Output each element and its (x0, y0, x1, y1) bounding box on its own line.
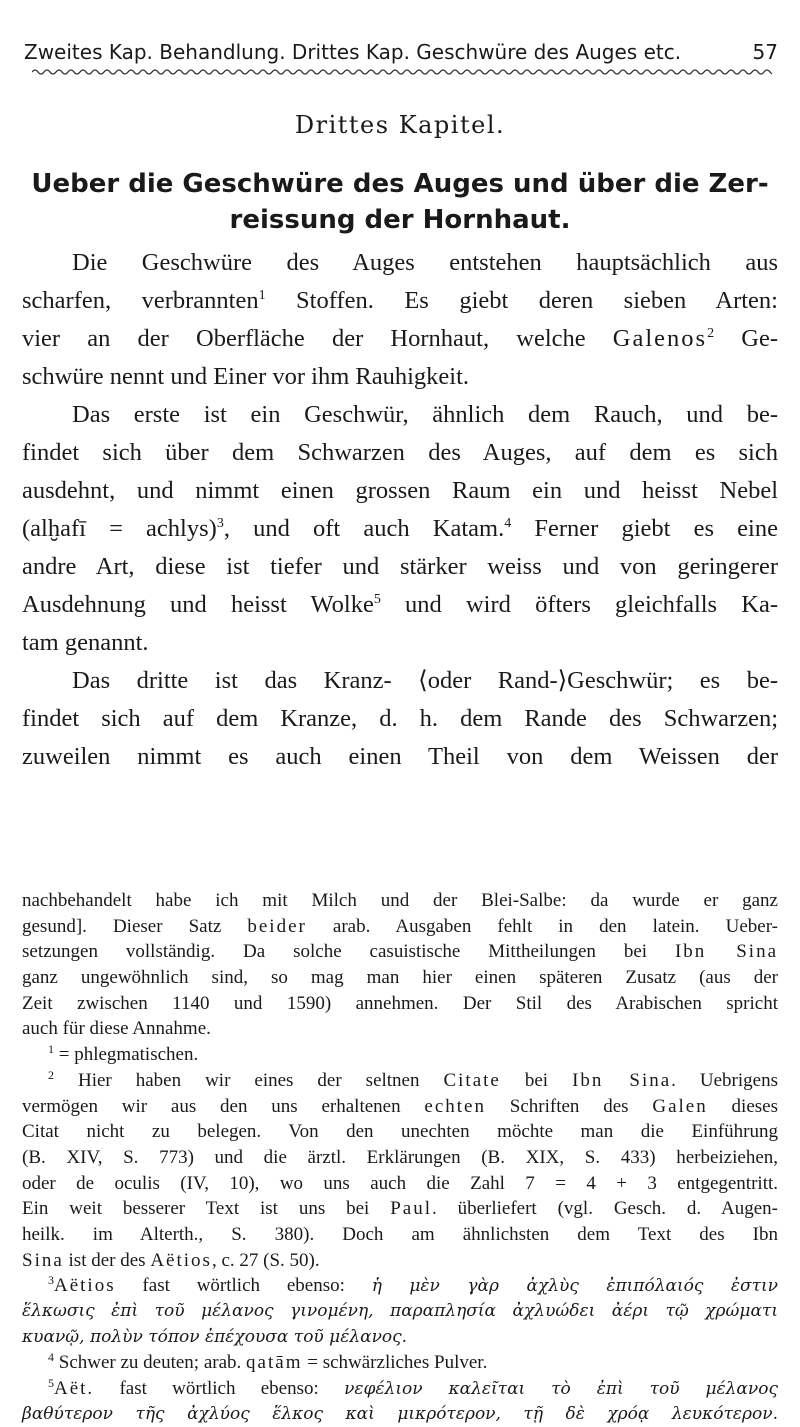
note-line: Sina ist der des Aëtios, c. 27 (S. 50). (22, 1249, 320, 1271)
footnote-1: $^1$ = phlegmatischen. (48, 1042, 199, 1066)
body-line: Die Geschwüre des Auges entstehen hauptsächlich aus (72, 249, 778, 276)
body-text (22, 244, 778, 776)
note-line: Zeit zwischen 1140 und 1590) annehmen. Der Stil des Arabischen spricht (22, 992, 778, 1014)
note-line: auch für diese Annahme. (22, 1018, 211, 1040)
body-line: Ausdehnung und heisst Wolke$^5$ und wird öfters gleichfalls Ka- (22, 591, 779, 618)
footnotes (22, 888, 778, 1427)
running-head-title: Zweites Kap. Behandlung. Drittes Kap. Geschwüre des Auges etc. (24, 40, 682, 64)
footnote-2: $^2$ Hier haben wir eines der seltnen Citate bei Ibn Sina. Uebrigens (48, 1067, 778, 1091)
note-line: (B. XIV, S. 773) und die ärztl. Erklärungen (B. XIX, S. 433) herbeiziehen, (22, 1146, 778, 1168)
greek-quote-line: ἕλκωσις ἐπὶ τοῦ μέλανος γινομένη, παραπλησία ἀχλυώδει ἀέρι τῷ χρώματι (22, 1301, 778, 1321)
footnote-ref: 2 (707, 326, 715, 341)
chapter-heading (22, 166, 778, 238)
body-line: findet sich auf dem Kranze, d. h. dem Rande des Schwarzen; (22, 705, 778, 732)
body-line: zuweilen nimmt es auch einen Theil von dem Weissen der (22, 743, 778, 770)
note-line: heilk. im Alterth., S. 380). Doch am ähnlichsten dem Text des Ibn (22, 1223, 778, 1245)
body-line: tam genannt. (22, 629, 149, 656)
greek-quote-line: κυανῷ, πολὺν τόπον ἐπέχουσα τοῦ μέλανος. (22, 1326, 408, 1347)
footnote-ref: 3 (216, 516, 224, 531)
footnote-5: $^5$Aët. fast wörtlich ebenso: νεφέλιον καλεῖται τὸ ἐπὶ τοῦ μέλανος (48, 1376, 779, 1400)
body-line: andre Art, diese ist tiefer und stärker weiss und von geringerer (22, 553, 778, 580)
greek-quote-line: βαθύτερον τῆς ἀχλύος ἕλκος καὶ μικρότερον, τῇ δὲ χρόᾳ λευκότερον. (22, 1403, 778, 1424)
note-line: ganz ungewöhnlich sind, so mag man hier einen späteren Zusatz (aus der (22, 967, 778, 989)
body-line: findet sich über dem Schwarzen des Auges, auf dem es sich (22, 439, 778, 466)
footnote-ref: 1 (258, 288, 266, 303)
body-line: scharfen, verbrannten$^1$ Stoffen. Es giebt deren sieben Arten: (22, 287, 778, 314)
heading-line-1: Ueber die Geschwüre des Auges und über die Zer- (31, 169, 769, 199)
body-line: Das dritte ist das Kranz- ⟨oder Rand-⟩Geschwür; es be- (72, 667, 778, 694)
body-line: (alḫafī = achlys)$^3$, und oft auch Katam.$^4$ Ferner giebt es eine (22, 515, 778, 542)
footnote-4: $^4$ Schwer zu deuten; arab. qatām = schwärzliches Pulver. (48, 1350, 488, 1374)
note-line: vermögen wir aus den uns erhaltenen echten Schriften des Galen dieses (22, 1095, 778, 1117)
note-line: nachbehandelt habe ich mit Milch und der Blei-Salbe: da wurde er ganz (22, 890, 778, 911)
page-number: 57 (752, 40, 778, 64)
note-line: setzungen vollständig. Da solche casuistische Mittheilungen bei Ibn Sina (22, 941, 779, 963)
body-line: Das erste ist ein Geschwür, ähnlich dem Rauch, und be- (72, 401, 778, 428)
body-line: vier an der Oberfläche der Hornhaut, welche Galenos$^2$ Ge- (22, 325, 778, 352)
footnote-ref: 4 (504, 516, 512, 531)
note-line: Ein weit besserer Text ist uns bei Paul. überliefert (vgl. Gesch. d. Augen- (22, 1198, 778, 1220)
note-line: oder de oculis (IV, 10), wo uns auch die Zahl 7 = 4 + 3 entgegentritt. (22, 1172, 778, 1194)
ornamental-rule (32, 68, 772, 76)
body-line: schwüre nennt und Einer vor ihm Rauhigkeit. (22, 363, 470, 390)
note-line: Citat nicht zu belegen. Von den unechten möchte man die Einführung (22, 1121, 778, 1143)
body-line: ausdehnt, und nimmt einen grossen Raum ein und heisst Nebel (22, 477, 778, 504)
footnote-3: $^3$Aëtios fast wörtlich ebenso: ἡ μὲν γὰρ ἀχλὺς ἐπιπόλαιός ἐστιν (48, 1273, 778, 1297)
note-line: gesund]. Dieser Satz beider arab. Ausgaben fehlt in den latein. Ueber- (22, 915, 778, 937)
heading-line-2: reissung der Hornhaut. (229, 205, 571, 235)
chapter-label: Drittes Kapitel. (294, 111, 506, 139)
footnote-ref: 5 (373, 592, 381, 607)
running-head (22, 40, 778, 68)
